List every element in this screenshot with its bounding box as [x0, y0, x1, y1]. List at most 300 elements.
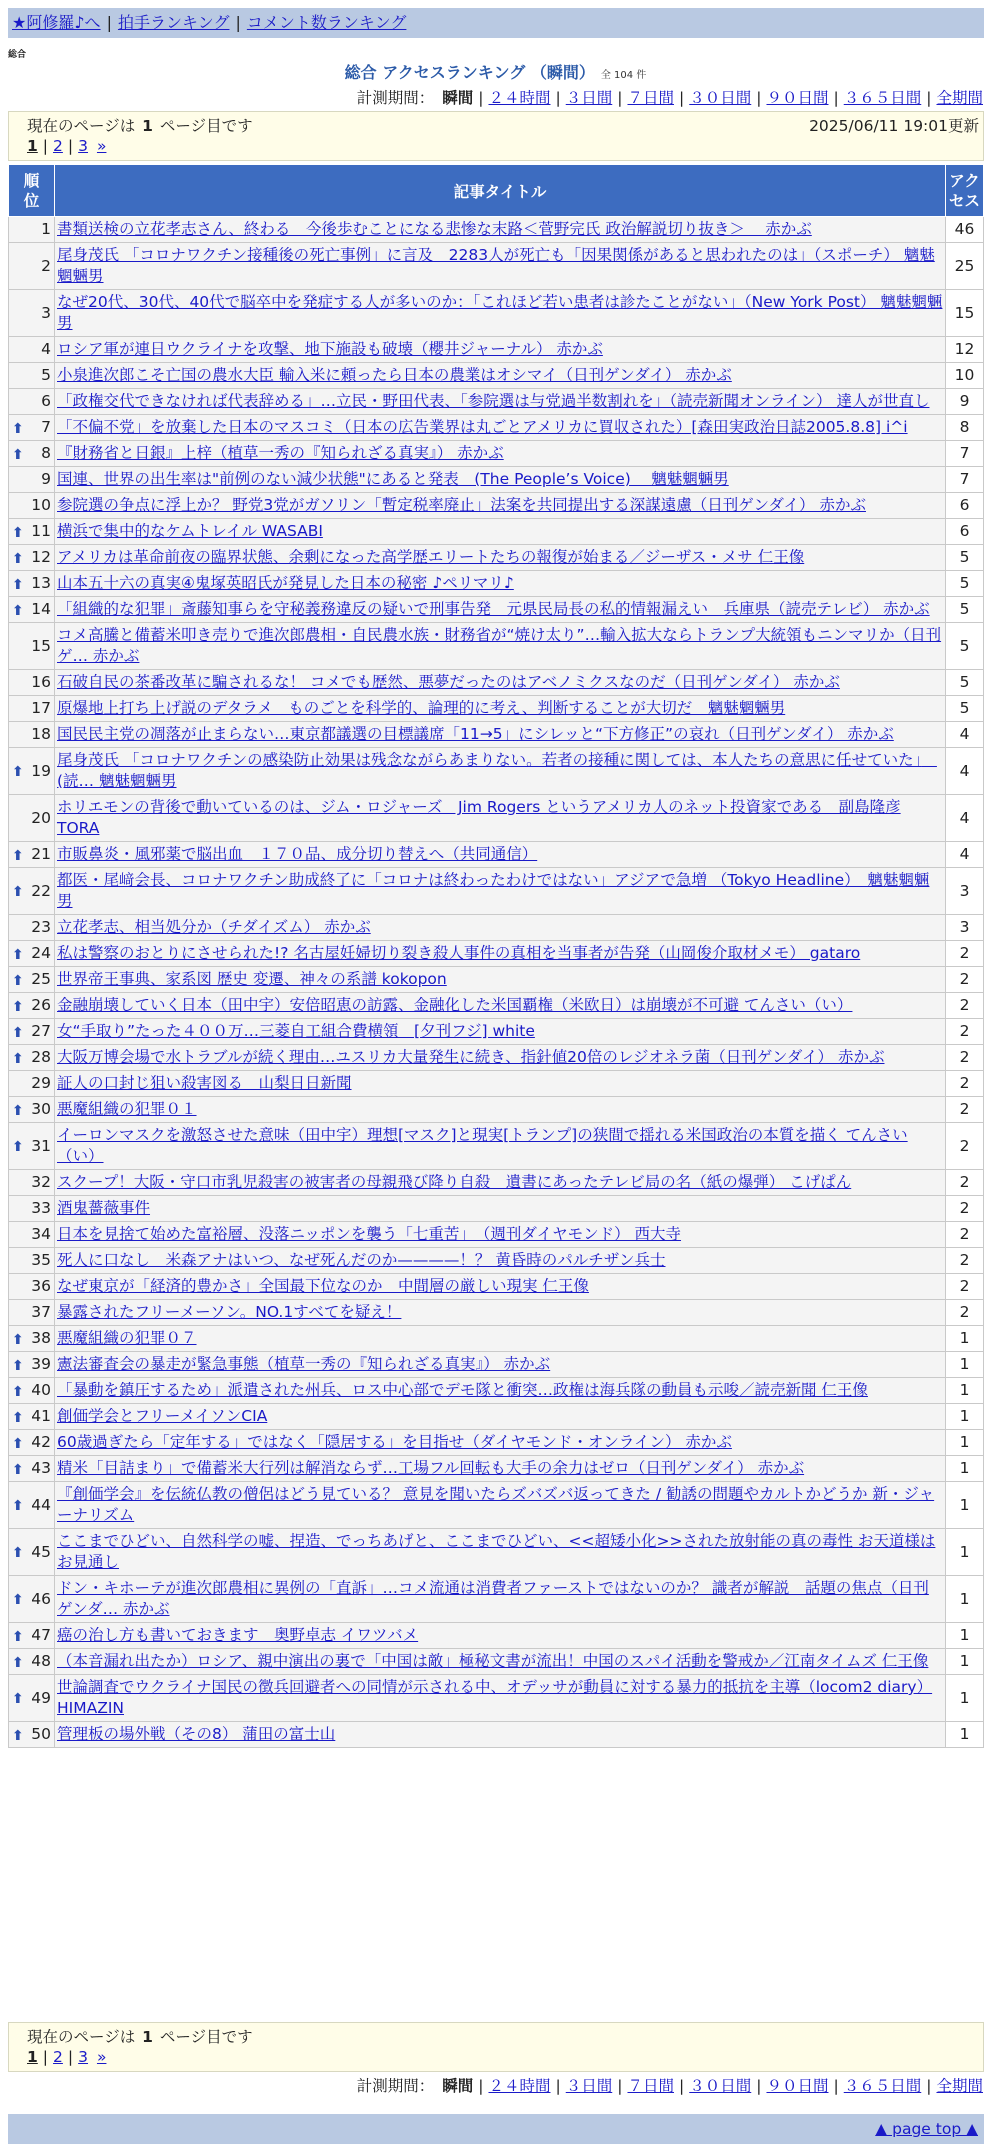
title-cell [55, 217, 946, 243]
title-cell [55, 967, 946, 993]
article-link[interactable]: 小泉進次郎こそ亡国の農水大臣 輸入米に頼ったら日本の農業はオシマイ（日刊ゲンダイ） 赤かぶ [57, 366, 732, 384]
rank-cell [9, 337, 55, 363]
rank-cell [9, 1123, 55, 1170]
up-arrow-icon: ⬆ [12, 1545, 24, 1561]
title-cell [55, 467, 946, 493]
article-link[interactable]: 悪魔組織の犯罪０７ [57, 1329, 197, 1347]
title-cell [55, 795, 946, 842]
rank-number: 50 [31, 1725, 51, 1743]
article-link[interactable]: 創価学会とフリーメイソンCIA [57, 1407, 268, 1425]
article-link[interactable]: コメ高騰と備蓄米叩き売りで進次郎農相・自民農水族・財務省が“焼け太り”…輸入拡大ならトランプ大統領もニンマリか（日刊ゲ… 赤かぶ [57, 626, 942, 665]
table-row [9, 467, 984, 493]
rank-number: 44 [31, 1495, 51, 1514]
rank-cell [9, 1196, 55, 1222]
rank-cell [9, 217, 55, 243]
title-cell [55, 993, 946, 1019]
up-arrow-icon: ⬆ [12, 1409, 24, 1426]
rank-cell [9, 915, 55, 941]
period-link-5[interactable]: ３６５日間 [843, 2077, 922, 2095]
title-cell [55, 1300, 946, 1326]
article-link[interactable]: 「政権交代できなければ代表辞める」…立民・野田代表、「参院選は与党過半数割れを」（読売新聞オンライン） 達人が世直し [57, 392, 930, 410]
title-cell [55, 597, 946, 623]
article-link[interactable]: 立花孝志、相当処分か（チダイズム） 赤かぶ [57, 918, 371, 936]
rank-number: 46 [31, 1589, 51, 1608]
article-link[interactable]: なぜ東京が「経済的豊かさ」全国最下位なのか 中間層の厳しい現実 仁王像 [57, 1277, 589, 1295]
period-separator: | [555, 89, 561, 107]
title-cell [55, 1248, 946, 1274]
page-info-number: 1 [142, 117, 153, 135]
access-count: 3 [946, 915, 984, 941]
period-separator: | [617, 89, 623, 107]
table-row [9, 1430, 984, 1456]
up-arrow-icon: ⬆ [12, 847, 24, 864]
title-cell [55, 1326, 946, 1352]
rank-number: 43 [31, 1459, 51, 1477]
up-arrow-icon: ⬆ [12, 524, 24, 541]
article-link[interactable]: 国連、世界の出生率は"前例のない減少状態"にあると発表 (The People’s Voice) 魑魅魍魎男 [57, 470, 729, 488]
rank-number: 29 [31, 1074, 51, 1092]
article-link[interactable]: 世界帝王事典、家系図 歴史 変遷、神々の系譜 kokopon [57, 970, 447, 988]
rank-number: 21 [31, 845, 51, 863]
access-count: 2 [946, 941, 984, 967]
rank-cell [9, 441, 55, 467]
up-arrow-icon: ⬆ [12, 1498, 24, 1514]
page-current: 1 [27, 2048, 38, 2066]
article-link[interactable]: （本音漏れ出たか）ロシア、親中演出の裏で「中国は敵」極秘文書が流出！中国のスパイ活動を警戒か／江南タイムズ 仁王像 [57, 1652, 929, 1670]
article-link[interactable]: ホリエモンの背後で動いているのは、ジム・ロジャーズ Jim Rogers というアメリカ人のネット投資家である 副島隆彦 TORA [57, 798, 901, 837]
rank-cell [9, 1352, 55, 1378]
rank-cell [9, 1248, 55, 1274]
access-count: 4 [946, 795, 984, 842]
article-link[interactable]: 酒鬼薔薇事件 [57, 1199, 151, 1217]
page-links [27, 137, 106, 155]
table-row [9, 337, 984, 363]
rank-cell [9, 1222, 55, 1248]
table-row [9, 1097, 984, 1123]
access-count: 10 [946, 363, 984, 389]
title-cell [55, 670, 946, 696]
rank-number: 5 [41, 366, 51, 384]
page-link-2[interactable]: 2 [53, 2048, 63, 2066]
access-count: 1 [946, 1404, 984, 1430]
table-row [9, 795, 984, 842]
table-row [9, 1529, 984, 1576]
period-link-6[interactable]: 全期間 [936, 89, 983, 107]
up-arrow-icon: ⬆ [12, 1331, 24, 1348]
table-row [9, 915, 984, 941]
title-cell [55, 1222, 946, 1248]
period-separator: | [617, 2077, 623, 2095]
rank-cell [9, 1170, 55, 1196]
article-link[interactable]: 横浜で集中的なケムトレイル WASABI [57, 522, 323, 540]
table-row [9, 1722, 984, 1748]
access-count: 2 [946, 1196, 984, 1222]
period-link-1[interactable]: ３日間 [565, 89, 613, 107]
rank-cell [9, 1300, 55, 1326]
article-link[interactable]: 金融崩壊していく日本（田中宇）安倍昭恵の訪露、金融化した米国覇権（米欧日）は崩壊が不可避 てんさい（い） [57, 996, 853, 1014]
period-separator: | [756, 2077, 762, 2095]
rank-number: 17 [31, 699, 51, 717]
rank-number: 45 [31, 1542, 51, 1561]
page-title-text: 総合 アクセスランキング （瞬間） [344, 63, 595, 82]
period-selector-bottom [357, 2074, 983, 2096]
access-count: 1 [946, 1576, 984, 1623]
period-link-2[interactable]: ７日間 [627, 89, 674, 107]
top-nav-bar [8, 8, 984, 38]
rank-cell [9, 519, 55, 545]
rank-number: 16 [31, 673, 51, 691]
article-link[interactable]: 「組織的な犯罪」斎藤知事らを守秘義務違反の疑いで刑事告発 元県民局長の私的情報漏えい 兵庫県（読売テレビ） 赤かぶ [57, 600, 930, 618]
article-link[interactable]: 日本を見捨て始めた富裕層、没落ニッポンを襲う「七重苦」 （週刊ダイヤモンド） 西大寺 [57, 1225, 682, 1243]
up-arrow-icon: ⬆ [12, 602, 24, 619]
table-row [9, 1456, 984, 1482]
period-selector-top [357, 86, 983, 108]
page-separator: | [67, 2048, 74, 2066]
page-info [27, 114, 253, 136]
period-link-6[interactable]: 全期間 [936, 2077, 983, 2095]
rank-number: 22 [31, 881, 51, 900]
article-link[interactable]: 尾身茂氏 「コロナワクチンの感染防止効果は残念ながらあまりない。若者の接種に関しては、本人たちの意思に任せていた」 (読… 魑魅魍魎男 [57, 751, 937, 790]
access-count: 5 [946, 545, 984, 571]
rank-number: 20 [31, 808, 51, 827]
rank-number: 42 [31, 1433, 51, 1451]
rank-cell [9, 842, 55, 868]
access-count: 7 [946, 467, 984, 493]
table-row [9, 722, 984, 748]
title-cell [55, 1576, 946, 1623]
rank-cell [9, 1456, 55, 1482]
period-separator: | [478, 2077, 484, 2095]
article-link[interactable]: 精米「目詰まり」で備蓄米大行列は解消ならず…工場フル回転も大手の余力はゼロ（日刊ゲンダイ） 赤かぶ [57, 1459, 805, 1477]
up-arrow-icon: ⬆ [12, 1435, 24, 1452]
title-cell [55, 1196, 946, 1222]
article-link[interactable]: 私は警察のおとりにさせられた!? 名古屋妊婦切り裂き殺人事件の真相を当事者が告発（山岡俊介取材メモ） gataro [57, 944, 861, 962]
article-link[interactable]: 原爆地上打ち上げ説のデタラメ ものごとを科学的、論理的に考え、判断することが大切だ 魑魅魍魎男 [57, 699, 786, 717]
period-link-0[interactable]: ２４時間 [488, 2077, 551, 2095]
pagination-box-bottom [8, 2022, 984, 2072]
rank-number: 33 [31, 1199, 51, 1217]
rank-cell [9, 722, 55, 748]
article-link[interactable]: ドン・キホーテが進次郎農相に異例の「直訴」…コメ流通は消費者ファーストではないのか？ 識者が解説 話題の焦点（日刊ゲンダ… 赤かぶ [57, 1579, 929, 1618]
access-count: 2 [946, 1019, 984, 1045]
page-next-link[interactable]: » [96, 137, 107, 155]
rank-number: 36 [31, 1277, 51, 1295]
up-arrow-icon: ⬆ [12, 1592, 24, 1608]
period-label: 計測期間： [356, 89, 435, 107]
table-row [9, 217, 984, 243]
page-link-3[interactable]: 3 [78, 137, 89, 155]
rank-cell [9, 597, 55, 623]
rank-cell [9, 868, 55, 915]
rank-cell [9, 748, 55, 795]
rank-cell [9, 696, 55, 722]
table-row [9, 1123, 984, 1170]
up-arrow-icon: ⬆ [12, 1461, 24, 1478]
rank-cell [9, 967, 55, 993]
article-link[interactable]: 都医・尾﨑会長、コロナワクチン助成終了に「コロナは終わったわけではない」アジアで急増 （Tokyo Headline） 魑魅魍魎男 [57, 871, 930, 910]
period-separator: | [833, 2077, 839, 2095]
table-row [9, 1170, 984, 1196]
page-top-link[interactable]: ▲ page top ▲ [875, 2120, 978, 2138]
page-title [0, 60, 991, 83]
period-link-5[interactable]: ３６５日間 [843, 89, 922, 107]
article-link[interactable]: 国民民主党の凋落が止まらない…東京都議選の目標議席「11→5」にシレッと“下方修正”の哀れ（日刊ゲンダイ） 赤かぶ [57, 725, 894, 743]
title-cell [55, 441, 946, 467]
rank-cell [9, 1649, 55, 1675]
article-link[interactable]: 大阪万博会場で水トラブルが続く理由…ユスリカ大量発生に続き、指針値20倍のレジオネラ菌（日刊ゲンダイ） 赤かぶ [57, 1048, 885, 1066]
rank-number: 31 [31, 1136, 51, 1155]
access-count: 46 [946, 217, 984, 243]
title-cell [55, 1430, 946, 1456]
article-link[interactable]: 悪魔組織の犯罪０１ [57, 1100, 197, 1118]
nav-separator: | [235, 13, 241, 32]
period-separator: | [756, 89, 762, 107]
article-link[interactable]: ここまでひどい、自然科学の嘘、捏造、でっちあげと、ここまでひどい、<<超矮小化>>された放射能の真の毒性 お天道様はお見通し [57, 1532, 936, 1571]
rank-number: 9 [41, 470, 51, 488]
access-count: 5 [946, 696, 984, 722]
article-link[interactable]: 証人の口封じ狙い殺害図る 山梨日日新聞 [57, 1074, 352, 1092]
table-row [9, 363, 984, 389]
up-arrow-icon: ⬆ [12, 764, 24, 780]
title-cell [55, 1019, 946, 1045]
up-arrow-icon: ⬆ [12, 884, 24, 900]
access-count: 5 [946, 623, 984, 670]
table-row [9, 1274, 984, 1300]
article-link[interactable]: イーロンマスクを激怒させた意味（田中宇）理想[マスク]と現実[トランプ]の狭間で揺れる米国政治の本質を描く てんさい（い） [57, 1126, 908, 1165]
table-row [9, 389, 984, 415]
title-cell [55, 1456, 946, 1482]
up-arrow-icon: ⬆ [12, 1024, 24, 1041]
article-link[interactable]: 60歳過ぎたら「定年する」ではなく「隠居する」を目指せ（ダイヤモンド・オンライン） 赤かぶ [57, 1433, 732, 1451]
table-row [9, 1045, 984, 1071]
title-cell [55, 545, 946, 571]
access-count: 2 [946, 1170, 984, 1196]
page-next-link[interactable]: » [96, 2048, 107, 2066]
title-cell [55, 571, 946, 597]
access-count: 1 [946, 1326, 984, 1352]
table-row [9, 1623, 984, 1649]
rank-number: 48 [31, 1652, 51, 1670]
article-link[interactable]: なぜ20代、30代、40代で脳卒中を発症する人が多いのか：「これほど若い患者は診たことがない」（New York Post） 魑魅魍魎男 [57, 293, 943, 332]
period-link-2[interactable]: ７日間 [627, 2077, 674, 2095]
rank-cell [9, 1482, 55, 1529]
title-cell [55, 337, 946, 363]
access-count: 6 [946, 519, 984, 545]
article-link[interactable]: 癌の治し方も書いておきます 奥野卓志 イワツバメ [57, 1626, 419, 1644]
title-cell [55, 519, 946, 545]
article-link[interactable]: 『創価学会』を伝統仏教の僧侶はどう見ている？ 意見を聞いたらズバズバ返ってきた / 勧誘の問題やカルトかどうか 新・ジャーナリズム [57, 1485, 935, 1524]
article-link[interactable]: 女“手取り”たった４００万…三菱自工組合費横領 [夕刊フジ] white [57, 1022, 535, 1040]
period-link-3[interactable]: ３０日間 [689, 89, 752, 107]
article-link[interactable]: 石破自民の茶番改革に騙されるな！ コメでも歴然、悪夢だったのはアベノミクスなのだ（日刊ゲンダイ） 赤かぶ [57, 673, 840, 691]
rank-cell [9, 1071, 55, 1097]
rank-cell [9, 795, 55, 842]
nav-link-applause-ranking[interactable]: 拍手ランキング [117, 13, 230, 32]
table-row [9, 967, 984, 993]
title-cell [55, 868, 946, 915]
article-link[interactable]: 市販鼻炎・風邪薬で脳出血 １７０品、成分切り替えへ（共同通信） [57, 845, 538, 863]
up-arrow-icon: ⬆ [12, 420, 24, 437]
article-link[interactable]: ロシア軍が連日ウクライナを攻撃、地下施設も破壊（櫻井ジャーナル） 赤かぶ [57, 340, 603, 358]
article-link[interactable]: 書類送検の立花孝志さん、終わる 今後歩むことになる悲惨な末路＜菅野完氏 政治解説切り抜き＞ 赤かぶ [57, 220, 812, 238]
access-count: 7 [946, 441, 984, 467]
rank-number: 8 [41, 444, 51, 462]
rank-cell [9, 1529, 55, 1576]
rank-number: 26 [31, 996, 51, 1014]
table-row [9, 1300, 984, 1326]
access-count: 1 [946, 1529, 984, 1576]
period-link-1[interactable]: ３日間 [565, 2077, 613, 2095]
page-link-2[interactable]: 2 [53, 137, 63, 155]
nav-link-asyura[interactable]: ★阿修羅♪へ [12, 13, 101, 32]
article-link[interactable]: 管理板の場外戦（その8） 蒲田の富士山 [57, 1725, 336, 1743]
title-cell [55, 1170, 946, 1196]
page-info-suffix: ページ目です [159, 2028, 253, 2046]
rank-cell [9, 571, 55, 597]
rank-cell [9, 1404, 55, 1430]
rank-cell [9, 243, 55, 290]
table-row [9, 696, 984, 722]
article-link[interactable]: 参院選の争点に浮上か？ 野党3党がガソリン「暫定税率廃止」法案を共同提出する深謀遠慮（日刊ゲンダイ） 赤かぶ [57, 496, 866, 514]
header-access [946, 165, 984, 217]
article-link[interactable]: 暴露されたフリーメーソン。NO.1すべてを疑え！ [57, 1303, 402, 1321]
rank-cell [9, 670, 55, 696]
up-arrow-icon: ⬆ [12, 1691, 24, 1707]
access-count: 15 [946, 290, 984, 337]
page-info-number: 1 [142, 2028, 153, 2046]
access-count: 5 [946, 571, 984, 597]
rank-cell [9, 467, 55, 493]
title-cell [55, 415, 946, 441]
rank-number: 15 [31, 636, 51, 655]
table-row [9, 993, 984, 1019]
access-count: 1 [946, 1649, 984, 1675]
table-row [9, 1378, 984, 1404]
rank-number: 24 [31, 944, 51, 962]
title-cell [55, 1097, 946, 1123]
access-count: 2 [946, 1300, 984, 1326]
period-link-0[interactable]: ２４時間 [488, 89, 551, 107]
period-separator: | [679, 89, 685, 107]
page-link-3[interactable]: 3 [78, 2048, 89, 2066]
rank-cell [9, 623, 55, 670]
up-arrow-icon: ⬆ [12, 1628, 24, 1645]
page-info-suffix: ページ目です [159, 117, 253, 135]
access-count: 2 [946, 1274, 984, 1300]
article-link[interactable]: スクープ！大阪・守口市乳児殺害の被害者の母親飛び降り自殺 遺書にあったテレビ局の名（紙の爆弾） こげぱん [57, 1173, 852, 1191]
table-row [9, 493, 984, 519]
title-cell [55, 1274, 946, 1300]
access-count: 4 [946, 842, 984, 868]
article-link[interactable]: 「不偏不党」を放棄した日本のマスコミ（日本の広告業界は丸ごとアメリカに買収された）[森田実政治日誌2005.8.8] i^i [57, 418, 908, 436]
rank-number: 32 [31, 1173, 51, 1191]
up-arrow-icon: ⬆ [12, 1727, 24, 1744]
rank-number: 38 [31, 1329, 51, 1347]
rank-number: 3 [41, 303, 51, 322]
rank-number: 18 [31, 725, 51, 743]
rank-number: 7 [41, 418, 51, 436]
rank-cell [9, 545, 55, 571]
period-link-4[interactable]: ９０日間 [766, 2077, 829, 2095]
article-link[interactable]: 世論調査でウクライナ国民の徴兵回避者への同情が示される中、オデッサが動員に対する暴力的抵抗を主導（locom2 diary） HIMAZIN [57, 1678, 933, 1717]
access-count: 2 [946, 1123, 984, 1170]
table-row [9, 941, 984, 967]
table-row [9, 1404, 984, 1430]
title-cell [55, 290, 946, 337]
rank-number: 23 [31, 918, 51, 936]
rank-cell [9, 1097, 55, 1123]
article-link[interactable]: 『財務省と日銀』上梓（植草一秀の『知られざる真実』） 赤かぶ [57, 444, 504, 462]
rank-number: 4 [41, 340, 51, 358]
nav-link-comment-ranking[interactable]: コメント数ランキング [246, 13, 407, 32]
rank-number: 10 [31, 496, 51, 514]
period-separator: | [926, 2077, 932, 2095]
table-row [9, 290, 984, 337]
rank-cell [9, 1045, 55, 1071]
period-label: 計測期間： [356, 2077, 435, 2095]
category-label: 総合 [8, 50, 27, 60]
rank-number: 13 [31, 574, 51, 592]
rank-cell [9, 389, 55, 415]
period-separator: | [833, 89, 839, 107]
article-link[interactable]: 尾身茂氏 「コロナワクチン接種後の死亡事例」に言及 2283人が死亡も「因果関係があると思われたのは」（スポーチ） 魑魅魍魎男 [57, 246, 935, 285]
table-row [9, 670, 984, 696]
page-info-prefix: 現在のページは [27, 117, 136, 135]
access-count: 5 [946, 670, 984, 696]
rank-cell [9, 1430, 55, 1456]
table-row [9, 1326, 984, 1352]
period-link-4[interactable]: ９０日間 [766, 89, 829, 107]
table-row [9, 441, 984, 467]
rank-cell [9, 1378, 55, 1404]
access-count: 1 [946, 1623, 984, 1649]
rank-number: 1 [41, 220, 51, 238]
rank-cell [9, 290, 55, 337]
access-count: 2 [946, 993, 984, 1019]
table-row [9, 623, 984, 670]
access-count: 2 [946, 1222, 984, 1248]
rank-number: 27 [31, 1022, 51, 1040]
page-current: 1 [27, 137, 38, 155]
period-separator: | [926, 89, 932, 107]
table-row [9, 1222, 984, 1248]
footer-bar [8, 2114, 984, 2144]
up-arrow-icon: ⬆ [12, 998, 24, 1015]
period-link-3[interactable]: ３０日間 [689, 2077, 752, 2095]
title-cell [55, 1352, 946, 1378]
period-separator: | [555, 2077, 561, 2095]
article-link[interactable]: 憲法審査会の暴走が緊急事態（植草一秀の『知られざる真実』） 赤かぶ [57, 1355, 551, 1373]
article-link[interactable]: 「暴動を鎮圧するため」派遣された州兵、ロス中心部でデモ隊と衝突…政権は海兵隊の動員も示唆／読売新聞 仁王像 [57, 1381, 868, 1399]
rank-number: 14 [31, 600, 51, 618]
title-cell [55, 696, 946, 722]
article-link[interactable]: 山本五十六の真実④鬼塚英昭氏が発見した日本の秘密 ♪ペリマリ♪ [57, 574, 514, 592]
article-link[interactable]: アメリカは革命前夜の臨界状態、余剰になった高学歴エリートたちの報復が始まる／ジーザス・メサ 仁王像 [57, 548, 805, 566]
rank-number: 34 [31, 1225, 51, 1243]
up-arrow-icon: ⬆ [12, 446, 24, 463]
table-row [9, 868, 984, 915]
updated-timestamp: 2025/06/11 19:01更新 [809, 117, 979, 135]
table-row [9, 415, 984, 441]
up-arrow-icon: ⬆ [12, 1050, 24, 1067]
article-link[interactable]: 死人に口なし 米森アナはいつ、なぜ死んだのか————！？ 黄昏時のパルチザン兵士 [57, 1251, 666, 1269]
up-arrow-icon: ⬆ [12, 1654, 24, 1671]
rank-cell [9, 1019, 55, 1045]
up-arrow-icon: ⬆ [12, 1357, 24, 1374]
rank-cell [9, 1576, 55, 1623]
rank-number: 39 [31, 1355, 51, 1373]
rank-cell [9, 993, 55, 1019]
